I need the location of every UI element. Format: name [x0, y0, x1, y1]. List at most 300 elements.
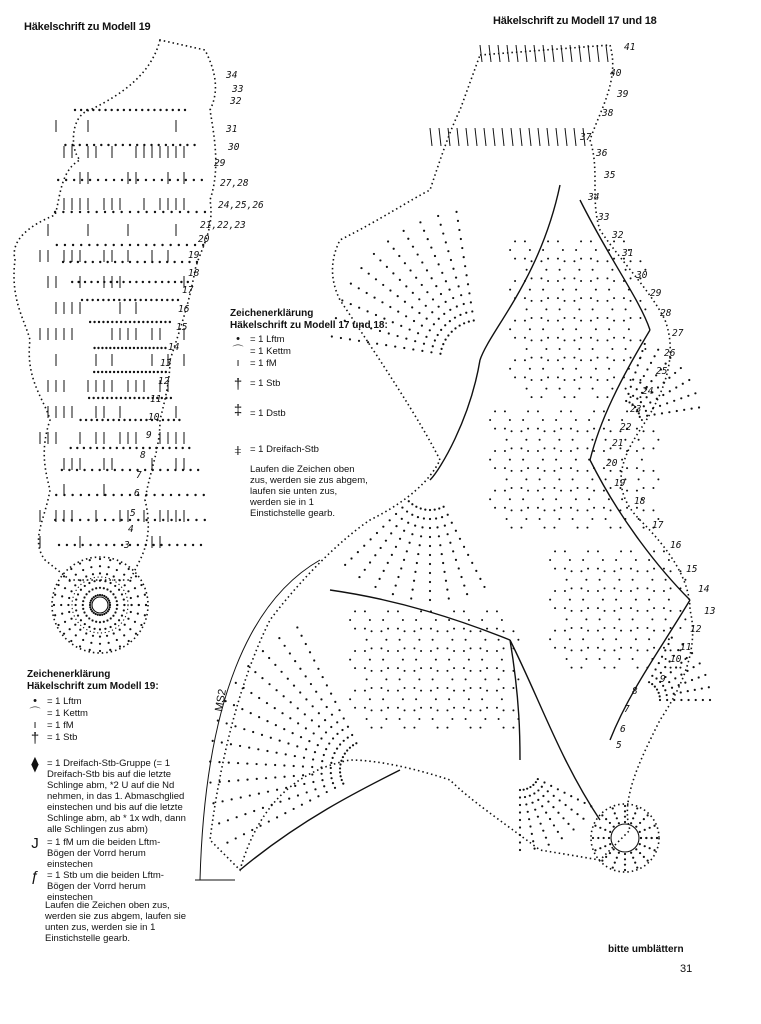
stitch-dot: [405, 338, 407, 340]
stitch-dot: [668, 411, 670, 413]
stitch-dot: [692, 666, 694, 668]
stitch-dot: [620, 568, 622, 570]
stitch-dot: [432, 298, 434, 300]
stitch-dot: [69, 261, 71, 263]
legend-19-item: [27, 720, 187, 732]
stitch-dot: [330, 767, 332, 769]
stitch-dot: [646, 415, 648, 417]
row-number: 19: [188, 250, 200, 261]
stitch-dot: [540, 823, 542, 825]
stitch-dot: [107, 299, 109, 301]
stitch-dot: [529, 249, 531, 251]
stitch-dot: [105, 179, 107, 181]
stitch-dot: [305, 643, 307, 645]
stitch-dot: [577, 798, 579, 800]
stitch-dot: [445, 580, 447, 582]
stitch-dot: [437, 709, 439, 711]
stitch-dot: [61, 469, 63, 471]
stitch-dot: [330, 762, 332, 764]
stitch-dot: [446, 687, 448, 689]
stitch-dot: [445, 241, 447, 243]
row-number: 14: [168, 342, 180, 353]
stitch-dot: [266, 750, 268, 752]
stitch-dot: [375, 278, 377, 280]
stitch-dot: [612, 807, 614, 809]
stitch-dot: [564, 379, 566, 381]
stitch-dot: [461, 247, 463, 249]
stitch-dot: [603, 490, 605, 492]
stitch-dot: [634, 862, 636, 864]
stitch-dot: [71, 144, 73, 146]
stitch-dot: [267, 791, 269, 793]
legend-19-label: = 1 Stb um die beiden Lftm-Bögen der Vorrd herum einstechen: [47, 870, 164, 903]
stitch-dot: [435, 659, 437, 661]
stitch-dot: [656, 837, 658, 839]
stitch-dot: [70, 568, 72, 570]
stitch-dot: [95, 595, 97, 597]
stitch-dot: [610, 487, 612, 489]
stitch-dot: [625, 269, 627, 271]
stitch-dot: [553, 430, 555, 432]
stitch-dot: [651, 579, 653, 581]
stitch-dot: [113, 347, 115, 349]
stitch-dot: [88, 617, 90, 619]
stitch-dot: [311, 773, 313, 775]
stitch-dot: [514, 359, 516, 361]
stitch-dot: [597, 300, 599, 302]
stitch-dot: [122, 281, 124, 283]
stitch-dot: [141, 347, 143, 349]
stitch-dot: [53, 604, 55, 606]
stitch-dot: [415, 659, 417, 661]
stitch-dot: [630, 260, 632, 262]
stitch-dot: [203, 494, 205, 496]
row-number: 39: [617, 89, 629, 100]
stitch-dot: [418, 718, 420, 720]
cluster-icon: ⧫: [31, 756, 39, 773]
stitch-dot: [347, 737, 349, 739]
stitch-dot: [305, 675, 307, 677]
stitch-dot: [55, 494, 57, 496]
stitch-dot: [84, 281, 86, 283]
stitch-dot: [623, 376, 625, 378]
stitch-dot: [97, 397, 99, 399]
stitch-dot: [648, 638, 650, 640]
stitch-dot: [120, 321, 122, 323]
stitch-dot: [544, 447, 546, 449]
stitch-dot: [376, 532, 378, 534]
stitch-dot: [577, 447, 579, 449]
stitch-dot: [613, 320, 615, 322]
stitch-dot: [413, 630, 415, 632]
stitch-dot: [440, 224, 442, 226]
stitch-dot: [119, 645, 121, 647]
stitch-dot: [590, 240, 592, 242]
stitch-dot: [588, 419, 590, 421]
stitch-dot: [636, 428, 638, 430]
stitch-dot: [531, 802, 533, 804]
stitch-dot: [619, 470, 621, 472]
stitch-dot: [560, 450, 562, 452]
stitch-tick: [588, 45, 590, 62]
stitch-dot: [652, 407, 654, 409]
stitch-dot: [97, 179, 99, 181]
stitch-dot: [124, 584, 126, 586]
stitch-dot: [383, 570, 385, 572]
stitch-dot: [97, 371, 99, 373]
stitch-dot: [398, 255, 400, 257]
stitch-dot: [167, 281, 169, 283]
row-number: 37: [580, 132, 592, 143]
stitch-dot: [409, 542, 411, 544]
stitch-dot: [103, 587, 105, 589]
stitch-dot: [420, 690, 422, 692]
stitch-dot: [648, 559, 650, 561]
stitch-dot: [619, 527, 621, 529]
stitch-dot: [423, 343, 425, 345]
stitch-dot: [484, 639, 486, 641]
stitch-dot: [321, 779, 323, 781]
stitch-dot: [659, 405, 661, 407]
stitch-dot: [68, 469, 70, 471]
stitch-dot: [652, 470, 654, 472]
stitch-dot: [687, 395, 689, 397]
stitch-dot: [578, 308, 580, 310]
stitch-dot: [395, 513, 397, 515]
stitch-dot: [235, 837, 237, 839]
stitch-dot: [106, 397, 108, 399]
stitch-dot: [542, 289, 544, 291]
stitch-dot: [127, 590, 129, 592]
stitch-dot: [283, 764, 285, 766]
stitch-dot: [542, 249, 544, 251]
stitch-dot: [420, 610, 422, 612]
stitch-dot: [580, 297, 582, 299]
stitch-dot: [387, 628, 389, 630]
stitch-dot: [455, 276, 457, 278]
stitch-dot: [419, 221, 421, 223]
stitch-dot: [541, 786, 543, 788]
stitch-dot: [235, 682, 237, 684]
stitch-tick: [552, 45, 554, 62]
stitch-dot: [597, 837, 599, 839]
stitch-dot: [666, 694, 668, 696]
stitch-dot: [118, 619, 120, 621]
stitch-dot: [137, 371, 139, 373]
stitch-dot: [172, 144, 174, 146]
stitch-dot: [545, 388, 547, 390]
stitch-dot: [597, 260, 599, 262]
stitch-dot: [489, 459, 491, 461]
row-number: 26: [664, 348, 676, 359]
stitch-dot: [658, 692, 660, 694]
stitch-dot: [446, 727, 448, 729]
stitch-dot: [659, 699, 661, 701]
stitch-dot: [628, 328, 630, 330]
stitch-dot: [420, 628, 422, 630]
stitch-dot: [85, 632, 87, 634]
stitch-dot: [70, 618, 72, 620]
stitch-dot: [554, 550, 556, 552]
stitch-dot: [445, 280, 447, 282]
stitch-dot: [413, 580, 415, 582]
stitch-dot: [266, 720, 268, 722]
stitch-dot: [613, 610, 615, 612]
stitch-dot: [412, 246, 414, 248]
stitch-dot: [603, 467, 605, 469]
stitch-dot: [432, 678, 434, 680]
stitch-dot: [554, 647, 556, 649]
stitch-dot: [442, 562, 444, 564]
ms2-label: MS2: [213, 688, 229, 713]
stitch-dot: [618, 618, 620, 620]
stitch-dot: [679, 627, 681, 629]
stitch-dot: [341, 729, 343, 731]
stitch-dot: [170, 519, 172, 521]
stitch-dot: [564, 260, 566, 262]
stitch-tick: [439, 128, 441, 146]
stitch-dot: [531, 396, 533, 398]
stitch-dot: [368, 273, 370, 275]
stitch-dot: [587, 647, 589, 649]
stitch-dot: [468, 320, 470, 322]
stitch-dot: [704, 674, 706, 676]
stitch-dot: [160, 347, 162, 349]
stitch-dot: [145, 211, 147, 213]
stitch-dot: [673, 693, 675, 695]
stitch-dot: [302, 765, 304, 767]
stitch-dot: [241, 708, 243, 710]
stitch-dot: [404, 727, 406, 729]
stitch-dot: [108, 642, 110, 644]
stitch-dot: [593, 490, 595, 492]
stitch-dot: [98, 109, 100, 111]
stitch-dot: [559, 799, 561, 801]
stitch-dot: [671, 637, 673, 639]
stitch-dot: [557, 320, 559, 322]
stitch-dot: [120, 519, 122, 521]
legend-19-item: [27, 708, 187, 720]
stitch-dot: [250, 712, 252, 714]
stitch-dot: [95, 211, 97, 213]
stitch-dot: [537, 410, 539, 412]
stitch-dot: [547, 376, 549, 378]
stitch-dot: [404, 687, 406, 689]
stitch-dot: [124, 397, 126, 399]
stitch-dot: [597, 396, 599, 398]
stitch-dot: [527, 410, 529, 412]
stitch-dot: [687, 690, 689, 692]
stitch-dot: [441, 553, 443, 555]
stitch-dot: [618, 658, 620, 660]
chart-17-rib-4: [510, 640, 600, 820]
stitch-dot: [684, 579, 686, 581]
stitch-dot: [620, 630, 622, 632]
stitch-dot: [394, 345, 396, 347]
stitch-dot: [635, 638, 637, 640]
stitch-dot: [547, 258, 549, 260]
stitch-dot: [165, 144, 167, 146]
stitch-dot: [438, 263, 440, 265]
stitch-dot: [129, 580, 131, 582]
row-number: 18: [634, 496, 646, 507]
stitch-dot: [520, 430, 522, 432]
stitch-dot: [527, 507, 529, 509]
stitch-dot: [228, 761, 230, 763]
stitch-dot: [68, 611, 70, 613]
stitch-dot: [406, 550, 408, 552]
stitch-dot: [514, 376, 516, 378]
stitch-dot: [623, 337, 625, 339]
stitch-dot: [194, 494, 196, 496]
stitch-dot: [150, 299, 152, 301]
stitch-dot: [106, 469, 108, 471]
stitch-dot: [464, 265, 466, 267]
stitch-dot: [79, 645, 81, 647]
stitch-dot: [194, 244, 196, 246]
stitch-dot: [184, 544, 186, 546]
stitch-dot: [606, 300, 608, 302]
stitch-dot: [663, 630, 665, 632]
stitch-dot: [456, 305, 458, 307]
stitch-dot: [234, 725, 236, 727]
stitch-dot: [357, 551, 359, 553]
row-number: 24: [642, 386, 654, 397]
legend-17-18-title: Zeichenerklärung Häkelschrift zu Modell 17 und 18:: [230, 308, 388, 331]
stitch-dot: [387, 562, 389, 564]
stitch-dot: [445, 301, 447, 303]
stitch-dot: [549, 638, 551, 640]
stitch-dot: [179, 144, 181, 146]
stitch-dot: [527, 450, 529, 452]
stitch-dot: [364, 628, 366, 630]
stitch-dot: [360, 267, 362, 269]
stitch-dot: [415, 506, 417, 508]
stitch-dot: [625, 400, 627, 402]
stitch-dot: [494, 490, 496, 492]
stitch-dot: [88, 582, 90, 584]
stitch-dot: [114, 596, 116, 598]
stitch-dot: [435, 517, 437, 519]
chart-modell-19: [14, 40, 216, 653]
stitch-dot: [72, 244, 74, 246]
stitch-dot: [453, 667, 455, 669]
stitch-dot: [709, 699, 711, 701]
stitch-dot: [97, 347, 99, 349]
stitch-dot: [382, 698, 384, 700]
stitch-dot: [170, 494, 172, 496]
stitch-dot: [181, 261, 183, 263]
stitch-dot: [503, 630, 505, 632]
stitch-dot: [259, 825, 261, 827]
stitch-dot: [527, 811, 529, 813]
stitch-dot: [653, 413, 655, 415]
stitch-dot: [643, 487, 645, 489]
stitch-dot: [699, 662, 701, 664]
stitch-dot: [371, 670, 373, 672]
stitch-dot: [620, 607, 622, 609]
stitch-dot: [399, 678, 401, 680]
stitch-dot: [354, 690, 356, 692]
stitch-dot: [630, 822, 632, 824]
stitch-dot: [79, 211, 81, 213]
chart-17-rosette-outer: [591, 804, 659, 872]
stitch-dot: [113, 371, 115, 373]
row-number: 6: [134, 488, 140, 499]
stitch-dot: [580, 649, 582, 651]
stitch-dot: [306, 791, 308, 793]
stitch-dot: [423, 230, 425, 232]
stitch-dot: [512, 687, 514, 689]
stitch-dot: [250, 692, 252, 694]
stitch-dot: [467, 283, 469, 285]
stitch-dot: [261, 734, 263, 736]
stitch-dot: [638, 478, 640, 480]
stitch-dot: [420, 650, 422, 652]
stitch-dot: [637, 570, 639, 572]
stitch-dot: [682, 383, 684, 385]
stitch-dot: [116, 600, 118, 602]
cross-icon: †: [30, 730, 40, 747]
stitch-dot: [580, 570, 582, 572]
stitch-dot: [153, 179, 155, 181]
stitch-dot: [96, 494, 98, 496]
stitch-dot: [93, 596, 95, 598]
stitch-dot: [430, 628, 432, 630]
stitch-dot: [153, 244, 155, 246]
stitch-dot: [644, 343, 646, 345]
arc-icon: ⌒: [29, 707, 41, 719]
stitch-dot: [123, 574, 125, 576]
stitch-dot: [102, 299, 104, 301]
stitch-dot: [436, 526, 438, 528]
stitch-dot: [455, 530, 457, 532]
stitch-dot: [626, 490, 628, 492]
stitch-dot: [613, 359, 615, 361]
stitch-dot: [575, 249, 577, 251]
stitch-dot: [553, 527, 555, 529]
stitch-dot: [243, 687, 245, 689]
stitch-dot: [566, 618, 568, 620]
stitch-dot: [547, 337, 549, 339]
stitch-dot: [587, 630, 589, 632]
stitch-dot: [281, 712, 283, 714]
stitch-dot: [173, 261, 175, 263]
stitch-dot: [310, 683, 312, 685]
stitch-dot: [606, 339, 608, 341]
stitch-dot: [344, 753, 346, 755]
stitch-dot: [646, 627, 648, 629]
stitch-dot: [528, 818, 530, 820]
stitch-dot: [403, 347, 405, 349]
stitch-dot: [347, 726, 349, 728]
stitch-dot: [354, 667, 356, 669]
stitch-dot: [529, 328, 531, 330]
stitch-dot: [145, 494, 147, 496]
stitch-dot: [107, 144, 109, 146]
stitch-dot: [397, 311, 399, 313]
row-number: 10: [148, 412, 160, 423]
stitch-dot: [417, 253, 419, 255]
stitch-dot: [311, 766, 313, 768]
stitch-dot: [649, 827, 651, 829]
stitch-dot: [573, 260, 575, 262]
stitch-dot: [104, 628, 106, 630]
stitch-dot: [92, 635, 94, 637]
stitch-dot: [553, 509, 555, 511]
stitch-dot: [80, 589, 82, 591]
stitch-dot: [61, 613, 63, 615]
